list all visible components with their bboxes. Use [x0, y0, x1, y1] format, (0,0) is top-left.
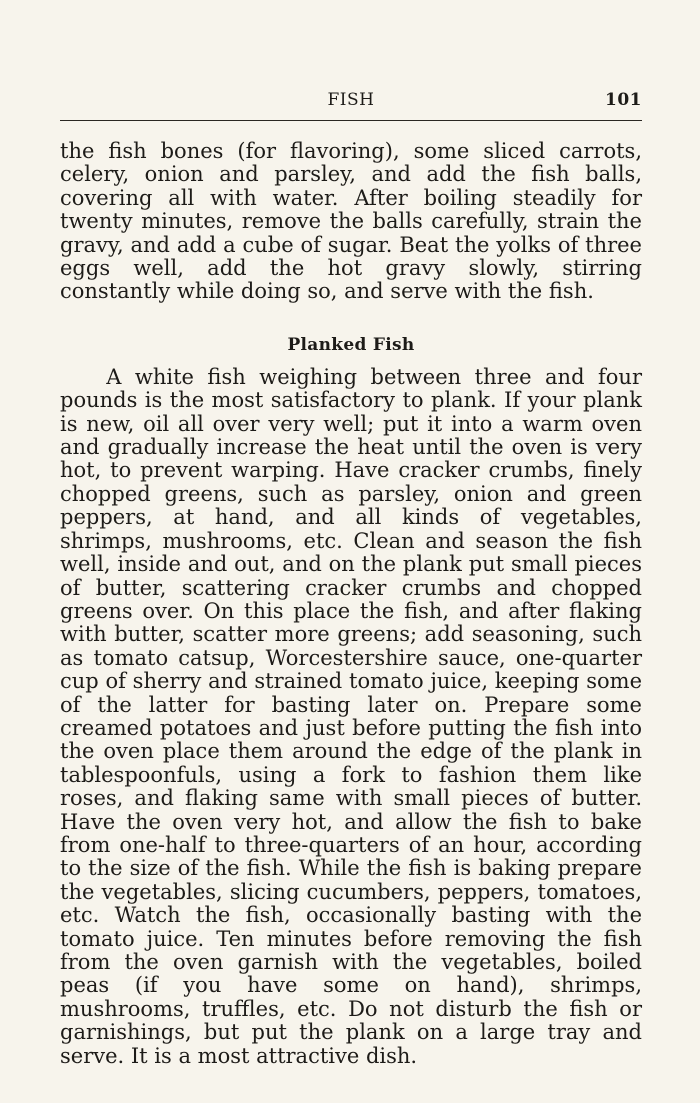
section-heading: Planked Fish — [287, 334, 415, 355]
header-rule — [60, 120, 642, 121]
page-number: 101 — [605, 90, 642, 110]
running-head — [60, 90, 642, 114]
recipe-paragraph: A white fish weighing between three and four pounds is the most satisfactory to plank. If your plank is new, oil all over very well; put it into a warm oven and gradually increase the heat until the oven is very hot, to prevent warping. Have cracker crumbs, finely chopped greens, such as parsley, onion and green peppers, at hand, and all kinds of vegetables, shrimps, mushrooms, etc. Clean and season the fish well, inside and out, and on the plank put small pieces of butter, scattering cracker crumbs and chopped greens over. On this place the fish, and after flaking with butter, scatter more greens; add seasoning, such as tomato catsup, Worcestershire sauce, one-quarter cup of sherry and strained tomato juice, keeping some of the latter for basting later on. Prepare some creamed potatoes and just before putting the fish into the oven place them around the edge of the plank in tablespoonfuls, using a fork to fashion them like roses, and flaking same with small pieces of butter. Have the oven very hot, and allow the fish to bake from one-half to three-quarters of an hour, according to the size of the fish. While the fish is baking prepare the vegetables, slicing cucumbers, peppers, tomatoes, etc. Watch the fish, occasionally basting with the tomato juice. Ten minutes before removing the fish from the oven garnish with the vegetables, boiled peas (if you have some on hand), shrimps, mushrooms, truffles, etc. Do not disturb the fish or garnishings, but put the plank on a large tray and serve. It is a most attractive dish. — [60, 364, 642, 1068]
page-body — [60, 140, 642, 1068]
continued-paragraph: the fish bones (for flavoring), some sliced carrots, celery, onion and parsley, and add the fish balls, covering all with water. After boiling steadily for twenty minutes, remove the balls carefully, strain the gravy, and add a cube of sugar. Beat the yolks of three eggs well, add the hot gravy slowly, stirring constantly while doing so, and serve with the fish. — [60, 139, 642, 304]
running-title: FISH — [327, 90, 375, 110]
